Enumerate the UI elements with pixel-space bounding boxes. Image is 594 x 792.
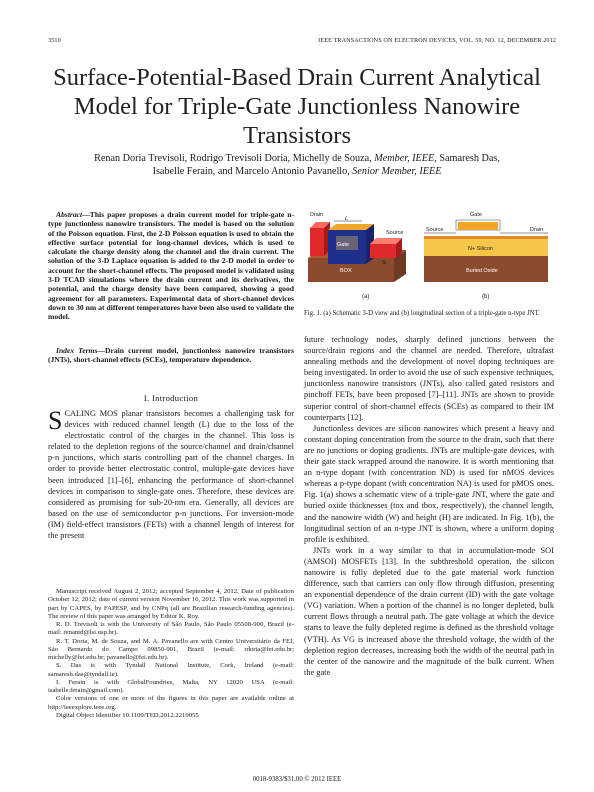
journal-header: IEEE TRANSACTIONS ON ELECTRON DEVICES, VOL. 59, NO. 12, DECEMBER 2012 [318, 37, 556, 44]
page-number: 3510 [48, 37, 61, 44]
abstract-text: —This paper proposes a drain current model for triple-gate n-type junctionless nanowire transistors. The model is based on the solution of the Poisson equation. First, the 2-D Poisson equation is used to obtain the effective surface potential for long-channel devices, which is used to calculate the charge density along the channel and the drain current. The solution of the 3-D Laplace equation is added to the 2-D model in order to account for the short-channel effects. The proposed model is validated using 3-D TCAD simulations where the drain current and its derivatives, the potential, and the charge density have been compared, showing a good agreement for all parameters. Experimental data of short-channel devices down to 30 nm at different temperatures have been also used to validate the model. [48, 210, 294, 322]
paper-title: Surface-Potential-Based Drain Current Analytical Model for Triple-Gate Junctionless Nanowire Transistors [53, 64, 541, 149]
footnote: R. D. Trevisoli is with the University of São Paulo, São Paulo 05508-900, Brazil (e-mail: renantd@lsi.usp.br). [48, 621, 294, 637]
fig-b-gate [458, 222, 498, 230]
fig-b-surface [424, 236, 548, 239]
index-terms-label: Index Terms [56, 346, 98, 355]
fig-a-label-gate: Gate [337, 242, 349, 248]
footnote: I. Ferain is with GlobalFoundries, Malta, NY 12020 USA (e-mail: isabelle.ferain@gmail.com). [48, 678, 294, 694]
intro-paragraph [48, 408, 294, 541]
body-paragraph: Junctionless devices are silicon nanowires which present a heavy and constant doping concentration from the source to the drain, such that there are no junctions or doping gradients. JNTs are multiple-gate devices, with their gate stack wrapped around the nanowire. It is worth mentioning that an n-type dopant (with concentration ND) is used for nMOS devices whereas a p-type dopant (with concentration NA) is used for pMOS ones. Fig. 1(a) shows a schematic view of a triple-gate JNT, where the gate and buried oxide thicknesses (tox and tbox, respectively), the channel length, and the nanowire width (W) and height (H) are indicated. In Fig. 1(b), the longitudinal section of an n-type JNT is shown, where a uniform doping profile is exhibited. [304, 423, 554, 544]
fig-a-label-source: Source [386, 230, 404, 236]
abstract [48, 210, 294, 322]
figure-1a-3d-view [308, 212, 406, 300]
body-paragraph: JNTs work in a way similar to that in accumulation-mode SOI (AMSOI) MOSFETs [13]. In the subthreshold operation, the silicon nanowire is fully depleted due to the gate material work function difference, such that carriers can only flow through diffusion, presenting an exponential dependence of the drain current (ID) with the gate voltage (VG) variation. When a portion of the channel is no longer depleted, bulk current flows through a neutral path. The gate voltage at which the device starts to leave the fully depleted regime is defined as the threshold voltage (VTH). As VG is increased above the threshold voltage, the width of the depletion region decreases, increasing both the width of the neutral path in the center of the nanowire and the magnitude of the bulk current. When the gate [304, 545, 554, 677]
footnote: R. T. Doria, M. de Souza, and M. A. Pavanello are with Centro Universitário da FEI, São Bernardo do Campo 09850-901, Brazil (e-mail: rdoria@fei.edu.br; michelly@fei.edu.br; pavanello@fei.edu.br). [48, 637, 294, 661]
footnote: Color versions of one or more of the figures in this paper are available online at http://ieeexplore.ieee.org. [48, 695, 294, 711]
author-line-2: Isabelle Ferain, and Marcelo Antonio Pavanello, [152, 166, 350, 178]
intro-lead: CALING MOS [64, 409, 118, 418]
footnotes [48, 588, 294, 720]
section-heading-introduction: I. Introduction [143, 393, 199, 403]
fig-a-label-box: BOX [340, 268, 352, 274]
author-list [40, 152, 554, 179]
fig-a-label-si: Si [382, 260, 387, 266]
author-line-1-tail: , Samaresh Das, [434, 153, 500, 164]
figure-caption: Fig. 1. (a) Schematic 3-D view and (b) longitudinal section of a triple-gate n-type JNT. [304, 310, 540, 317]
fig-b-label-drain: Drain [530, 227, 544, 233]
index-terms [48, 346, 294, 365]
footnote: Manuscript received August 2, 2012; accepted September 4, 2012. Date of publication October 12, 2012; date of current version November 16, 2012. This work was supported in part by CAPES, by FAPESP, and by CNPq (all are Brazilian research-funding agencies). The review of this paper was arranged by Editor K. Roy. [48, 588, 294, 620]
fig-b-label-gate: Gate [470, 212, 482, 218]
abstract-label: Abstract [56, 210, 83, 219]
copyright-footer: 0018-9383/$31.00 © 2012 IEEE [252, 776, 342, 783]
author-line-1: Renan Doria Trevisoli, Rodrigo Trevisoli Doria, Michelly de Souza, [94, 153, 372, 164]
fig-a-sublabel: (a) [362, 294, 370, 300]
figure-1b-section [424, 212, 548, 300]
author-membership-1: Member, IEEE [374, 153, 435, 164]
fig-b-label-silicon: N+ Silicon [468, 246, 493, 252]
fig-b-label-source: Source [426, 227, 444, 233]
right-column-text [304, 334, 554, 678]
fig-a-label-drain: Drain [310, 212, 324, 218]
fig-b-sublabel: (b) [482, 294, 490, 300]
footnote: Digital Object Identifier 10.1109/TED.2012.2219055 [56, 711, 199, 719]
drop-cap: S [48, 406, 63, 435]
figure-1 [306, 206, 556, 306]
author-membership-2: Senior Member, IEEE [352, 166, 442, 178]
fig-a-label-l: L [345, 216, 349, 222]
index-terms-text: —Drain current model, junctionless nanowire transistors (JNTs), short-channel effects (SCEs), temperature dependence. [48, 346, 294, 365]
footnote: S. Das is with Tyndall National Institute, Cork, Ireland (e-mail: samaresh.das@tyndall.ie). [48, 662, 294, 678]
body-paragraph: future technology nodes, sharply defined junctions between the source/drain regions and the channel are needed. Therefore, ultrafast annealing methods and the development of novel doping techniques are being investigated. In order to avoid the use of such expensive techniques, junctionless nanowire transistors (JNTs), also called gated resistors and pinchoff FETs, have been proposed [7]–[11]. JNTs are shown to provide superior control of short-channel effects (SCEs) as compared to their IM counterparts [12]. [304, 335, 554, 422]
intro-text: planar transistors becomes a challenging task for devices with reduced channel length (L) due to the loss of the electrostatic control of the charges in the channel. This loss is related to the depletion regions of the source/channel and drain/channel p-n junctions, which starts controlling part of the channel charges. In order to provide better electrostatic control, multiple-gate devices have been introduced [1]–[6], enhancing the performance of short-channel devices in comparison to single-gate ones. Therefore, these devices are considered as promising for sub-20-nm era. Generally, all devices are based on the use of semiconductor p-n junctions. For inversion-mode (IM) field-effect transistors (FETs) with a channel length of interest for the present [48, 409, 294, 541]
fig-b-label-buried-oxide: Buried Oxide [466, 268, 498, 274]
